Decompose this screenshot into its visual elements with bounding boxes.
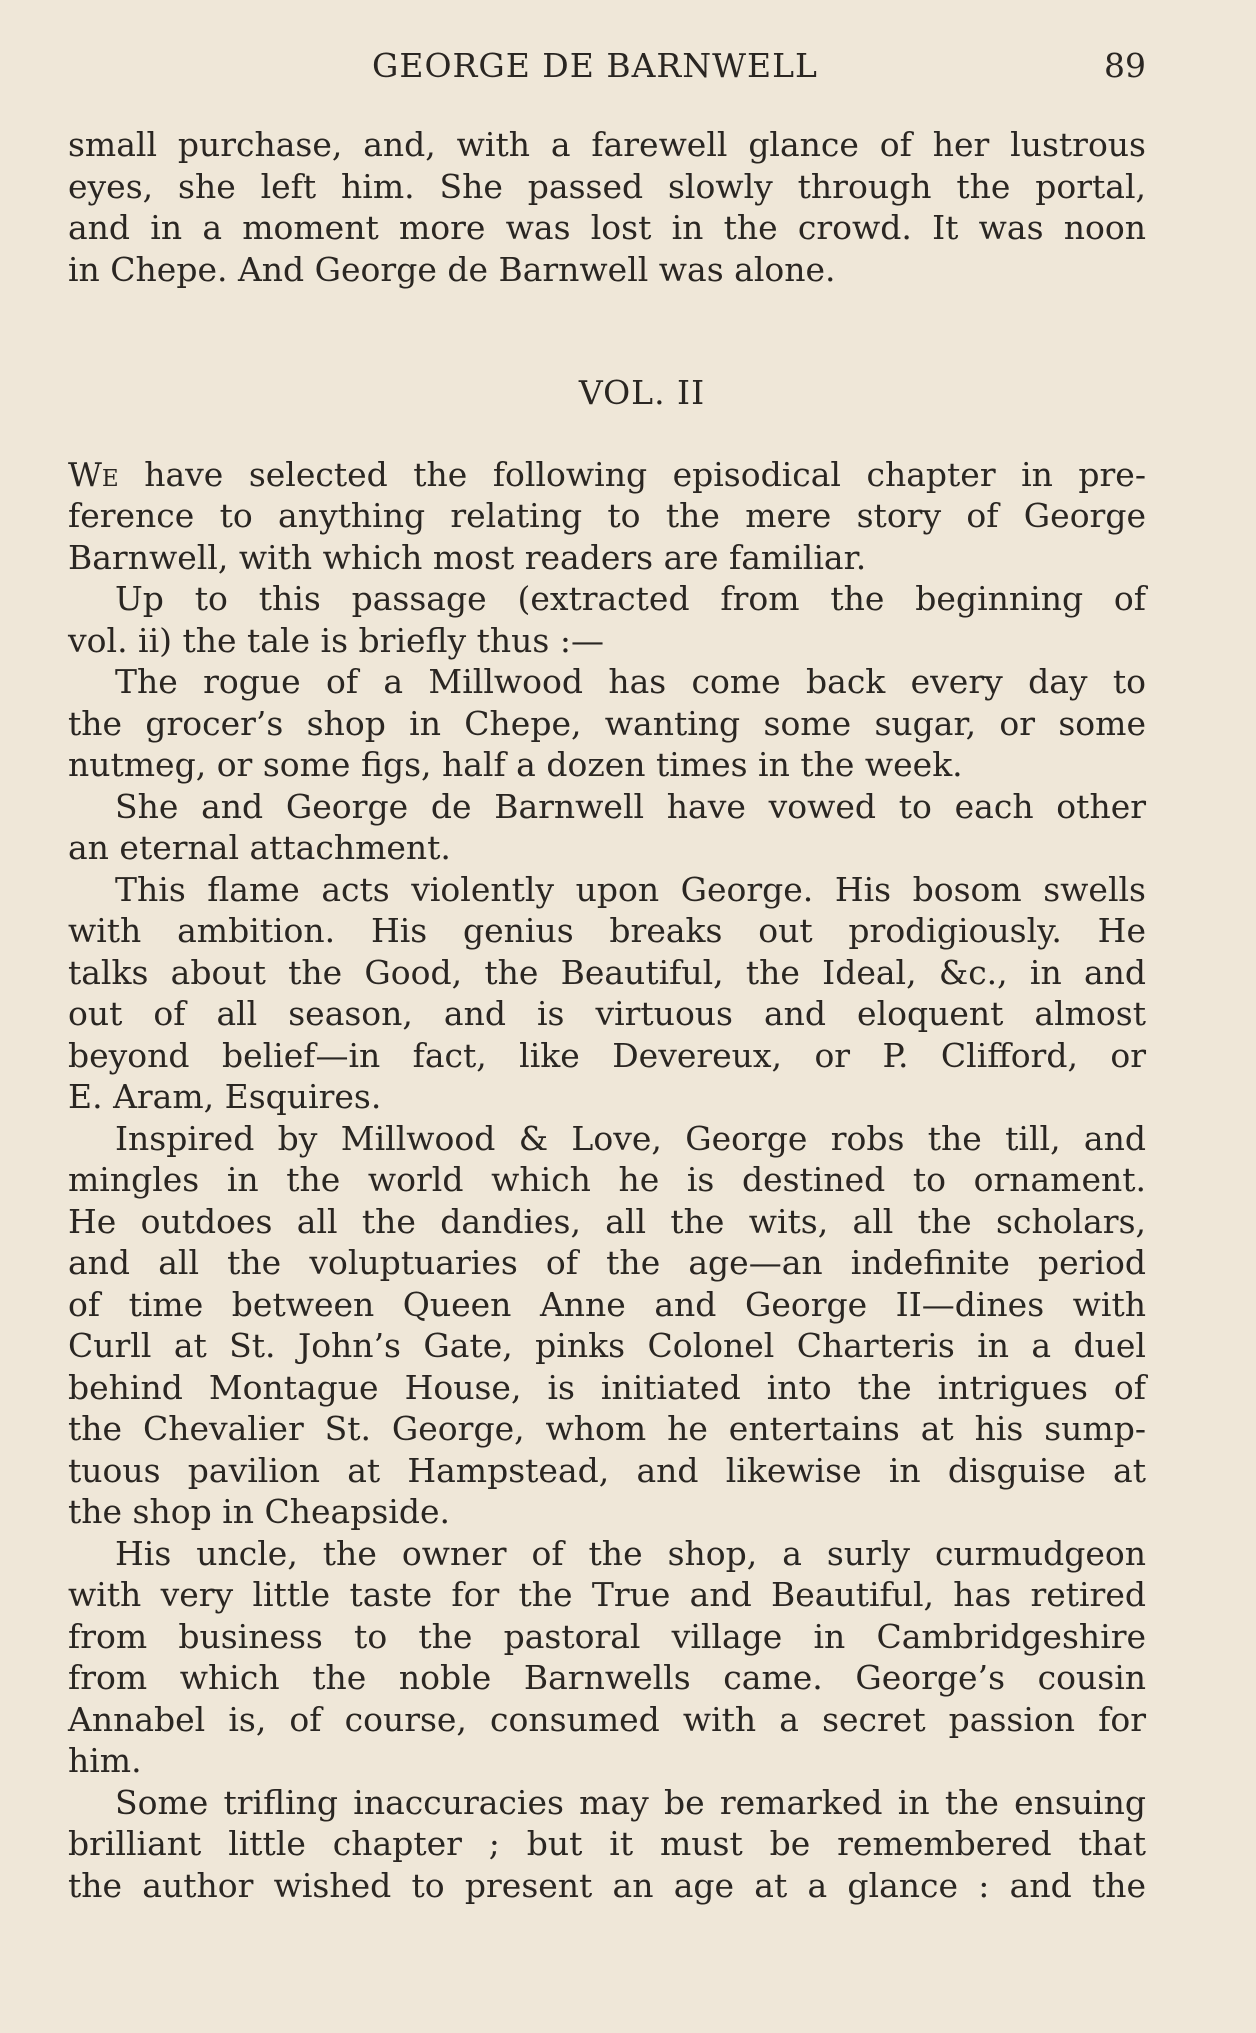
- paragraph: [68, 786, 1146, 869]
- section-heading: VOL. II: [578, 373, 706, 412]
- text-line: from which the noble Barnwells came. George’s cousin: [68, 1658, 1146, 1697]
- text-line: The rogue of a Millwood has come back every day to: [115, 662, 1146, 701]
- text-line: mingles in the world which he is destined to ornament.: [68, 1160, 1146, 1199]
- text-line: His uncle, the owner of the shop, a surly curmudgeon: [115, 1533, 1146, 1573]
- text-line: ference to anything relating to the mere story of George: [68, 496, 1146, 535]
- text-line: nutmeg, or some figs, half a dozen times in the week.: [68, 745, 963, 784]
- text-line: She and George de Barnwell have vowed to each other: [115, 786, 1146, 826]
- text-line: [68, 454, 1146, 496]
- text-line: out of all season, and is virtuous and eloquent almost: [68, 994, 1146, 1033]
- text-line: This flame acts violently upon George. His bosom swells: [115, 869, 1146, 909]
- section-gap: [68, 414, 1146, 454]
- text-line: beyond belief—in fact, like Devereux, or P. Clifford, or: [68, 1035, 1146, 1075]
- text-line: him.: [68, 1741, 142, 1780]
- text-line: Up to this passage (extracted from the beginning of: [115, 579, 1146, 618]
- text-line: with ambition. His genius breaks out prodigiously. He: [68, 911, 1146, 950]
- paragraph: [68, 661, 1146, 786]
- text-line: of time between Queen Anne and George II—dines with: [68, 1284, 1146, 1324]
- text-line: Annabel is, of course, consumed with a secret passion for: [68, 1699, 1146, 1739]
- paragraph: [68, 1533, 1146, 1782]
- paragraph: [68, 869, 1146, 1118]
- section-gap: [68, 290, 1146, 372]
- text-line: He outdoes all the dandies, all the wits, all the scholars,: [68, 1201, 1146, 1241]
- text-line: small purchase, and, with a farewell glance of her lustrous: [68, 125, 1146, 164]
- drop-word: We: [68, 454, 119, 494]
- text-line: and in a moment more was lost in the crowd. It was noon: [68, 208, 1146, 247]
- text-line: talks about the Good, the Beautiful, the Ideal, &c., in and: [68, 952, 1146, 992]
- text-line: in Chepe. And George de Barnwell was alone.: [68, 249, 836, 289]
- text-line: vol. ii) the tale is briefly thus :—: [68, 620, 604, 660]
- text-line: tuous pavilion at Hampstead, and likewise in disguise at: [68, 1450, 1146, 1490]
- running-head: [0, 46, 1256, 86]
- text-line: E. Aram, Esquires.: [68, 1077, 382, 1116]
- text-line: Inspired by Millwood & Love, George robs the till, and: [115, 1118, 1146, 1158]
- text-line: eyes, she left him. She passed slowly through the portal,: [68, 166, 1146, 206]
- line-rest: have selected the following episodical chapter in pre-: [118, 454, 1146, 494]
- paragraph: [68, 1782, 1146, 1907]
- text-line: Curll at St. John’s Gate, pinks Colonel Charteris in a duel: [68, 1326, 1146, 1365]
- text-line: Some trifling inaccuracies may be remarked in the ensuing: [115, 1782, 1146, 1822]
- text-line: the author wished to present an age at a glance : and the: [68, 1865, 1146, 1905]
- running-title: GEORGE DE BARNWELL: [372, 46, 818, 85]
- page-number: 89: [1104, 46, 1146, 85]
- text-line: from business to the pastoral village in Cambridgeshire: [68, 1616, 1146, 1656]
- text-line: and all the voluptuaries of the age—an indefinite period: [68, 1243, 1146, 1282]
- text-line: the Chevalier St. George, whom he entertains at his sump-: [68, 1409, 1146, 1448]
- text-line: Barnwell, with which most readers are familiar.: [68, 537, 867, 577]
- text-line: the grocer’s shop in Chepe, wanting some sugar, or some: [68, 703, 1146, 743]
- text-line: with very little taste for the True and Beautiful, has retired: [68, 1575, 1146, 1614]
- text-line: the shop in Cheapside.: [68, 1492, 450, 1531]
- paragraph: [68, 578, 1146, 661]
- paragraph-intro: [68, 454, 1146, 579]
- text-line: an eternal attachment.: [68, 828, 451, 867]
- text-line: brilliant little chapter ; but it must be remembered that: [68, 1824, 1146, 1863]
- paragraph: [68, 1118, 1146, 1533]
- body-text: [68, 124, 1146, 1906]
- text-line: behind Montague House, is initiated into the intrigues of: [68, 1367, 1146, 1407]
- paragraph-continuation: [68, 124, 1146, 290]
